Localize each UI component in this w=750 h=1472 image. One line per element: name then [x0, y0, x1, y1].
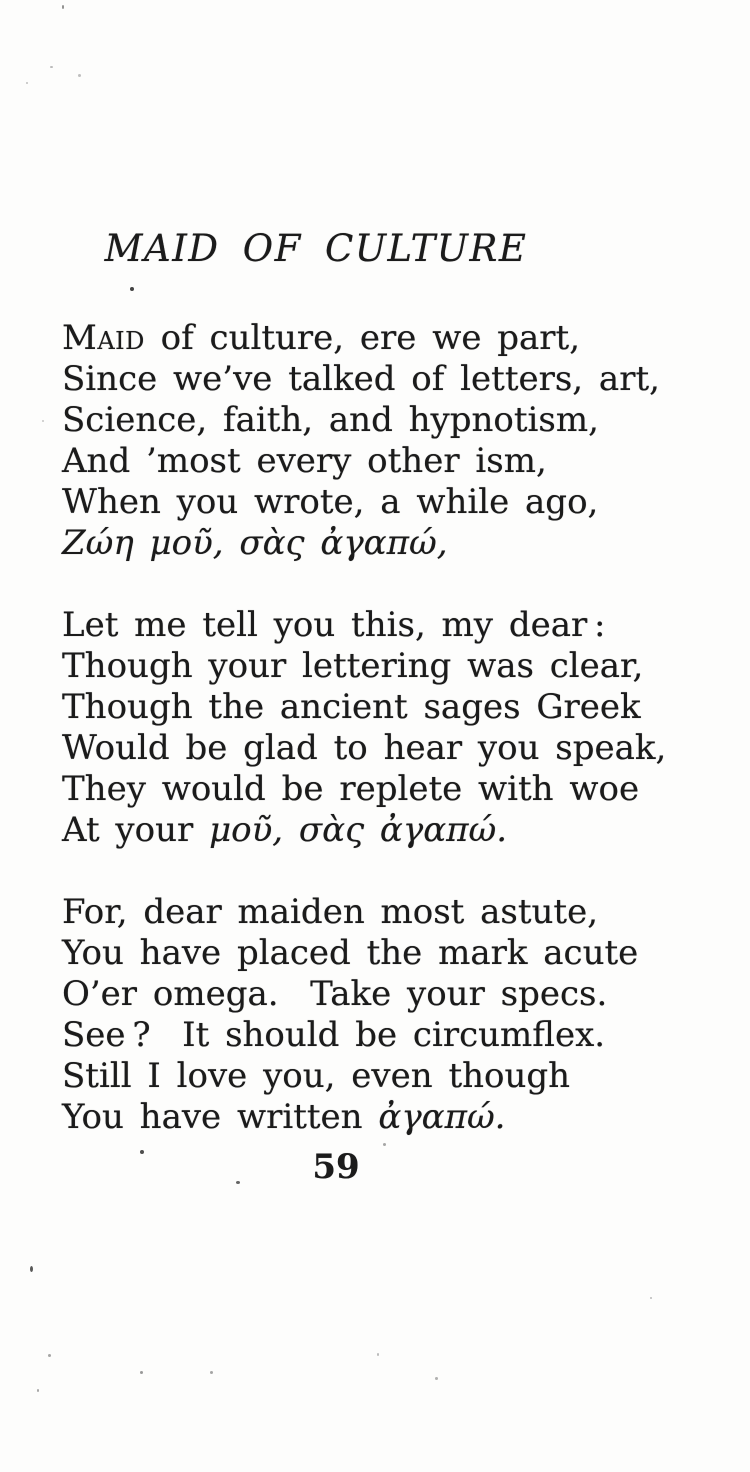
- line-text: O’er omega. Take your specs.: [62, 974, 608, 1014]
- line-text: Science, faith, and hypnotism,: [62, 400, 599, 440]
- scan-speck: [48, 1354, 51, 1357]
- poem-line: [62, 1056, 720, 1097]
- line-text: See ? It should be circumflex.: [62, 1015, 606, 1055]
- line-text: Though your lettering was clear,: [62, 646, 644, 686]
- poem-line: [62, 441, 720, 482]
- poem-line: [62, 646, 720, 687]
- scan-speck: [210, 1371, 213, 1374]
- line-text: Maid: [62, 318, 145, 358]
- line-text: And ’most every other ism,: [62, 441, 547, 481]
- poem-line: [62, 728, 720, 769]
- page-number: 59: [312, 1147, 360, 1187]
- poem-title: MAID OF CULTURE: [104, 227, 528, 270]
- line-text: When you wrote, a while ago,: [62, 482, 599, 522]
- line-text: Still I love you, even though: [62, 1056, 571, 1096]
- poem-line: [62, 974, 720, 1015]
- scan-speck: [383, 1143, 386, 1146]
- greek-text: ἀγαπώ.: [378, 1097, 506, 1137]
- line-text: You have placed the mark acute: [62, 933, 639, 973]
- poem-body: [62, 318, 720, 1138]
- poem-line: [62, 400, 720, 441]
- scan-speck: [130, 287, 134, 291]
- line-text: of culture, ere we part,: [144, 318, 580, 358]
- line-text: You have written: [62, 1097, 379, 1137]
- stanza: [62, 605, 720, 851]
- poem-line: [62, 1015, 720, 1056]
- poem-line: [62, 605, 720, 646]
- scan-speck: [62, 5, 64, 9]
- scan-speck: [140, 1150, 144, 1154]
- scan-speck: [140, 1371, 143, 1374]
- scan-speck: [26, 82, 28, 84]
- line-text: Since we’ve talked of letters, art,: [62, 359, 660, 399]
- scan-speck: [50, 66, 53, 68]
- line-text: For, dear maiden most astute,: [62, 892, 599, 932]
- poem-line: [62, 687, 720, 728]
- greek-text: μοῦ, σὰς ἀγαπώ.: [209, 810, 508, 850]
- line-text: They would be replete with woe: [62, 769, 640, 809]
- poem-line: [62, 359, 720, 400]
- line-text: At your: [62, 810, 210, 850]
- poem-line: [62, 933, 720, 974]
- poem-line: [62, 1097, 720, 1138]
- poem-line: [62, 482, 720, 523]
- line-text: Though the ancient sages Greek: [62, 687, 641, 727]
- poem-line: [62, 769, 720, 810]
- greek-text: Ζώη μοῦ, σὰς ἀγαπώ,: [62, 523, 448, 563]
- scan-speck: [236, 1181, 240, 1184]
- scan-speck: [650, 1297, 652, 1299]
- scan-speck: [30, 1266, 33, 1272]
- scan-speck: [78, 74, 81, 77]
- line-text: Let me tell you this, my dear :: [62, 605, 606, 645]
- stanza: [62, 318, 720, 564]
- poem-line: [62, 523, 720, 564]
- scan-speck: [42, 420, 44, 422]
- poem-line: [62, 318, 720, 359]
- poem-line: [62, 810, 720, 851]
- poem-line: [62, 892, 720, 933]
- scan-speck: [37, 1389, 39, 1392]
- stanza: [62, 892, 720, 1138]
- scan-speck: [377, 1353, 379, 1356]
- scan-speck: [435, 1377, 438, 1380]
- line-text: Would be glad to hear you speak,: [62, 728, 667, 768]
